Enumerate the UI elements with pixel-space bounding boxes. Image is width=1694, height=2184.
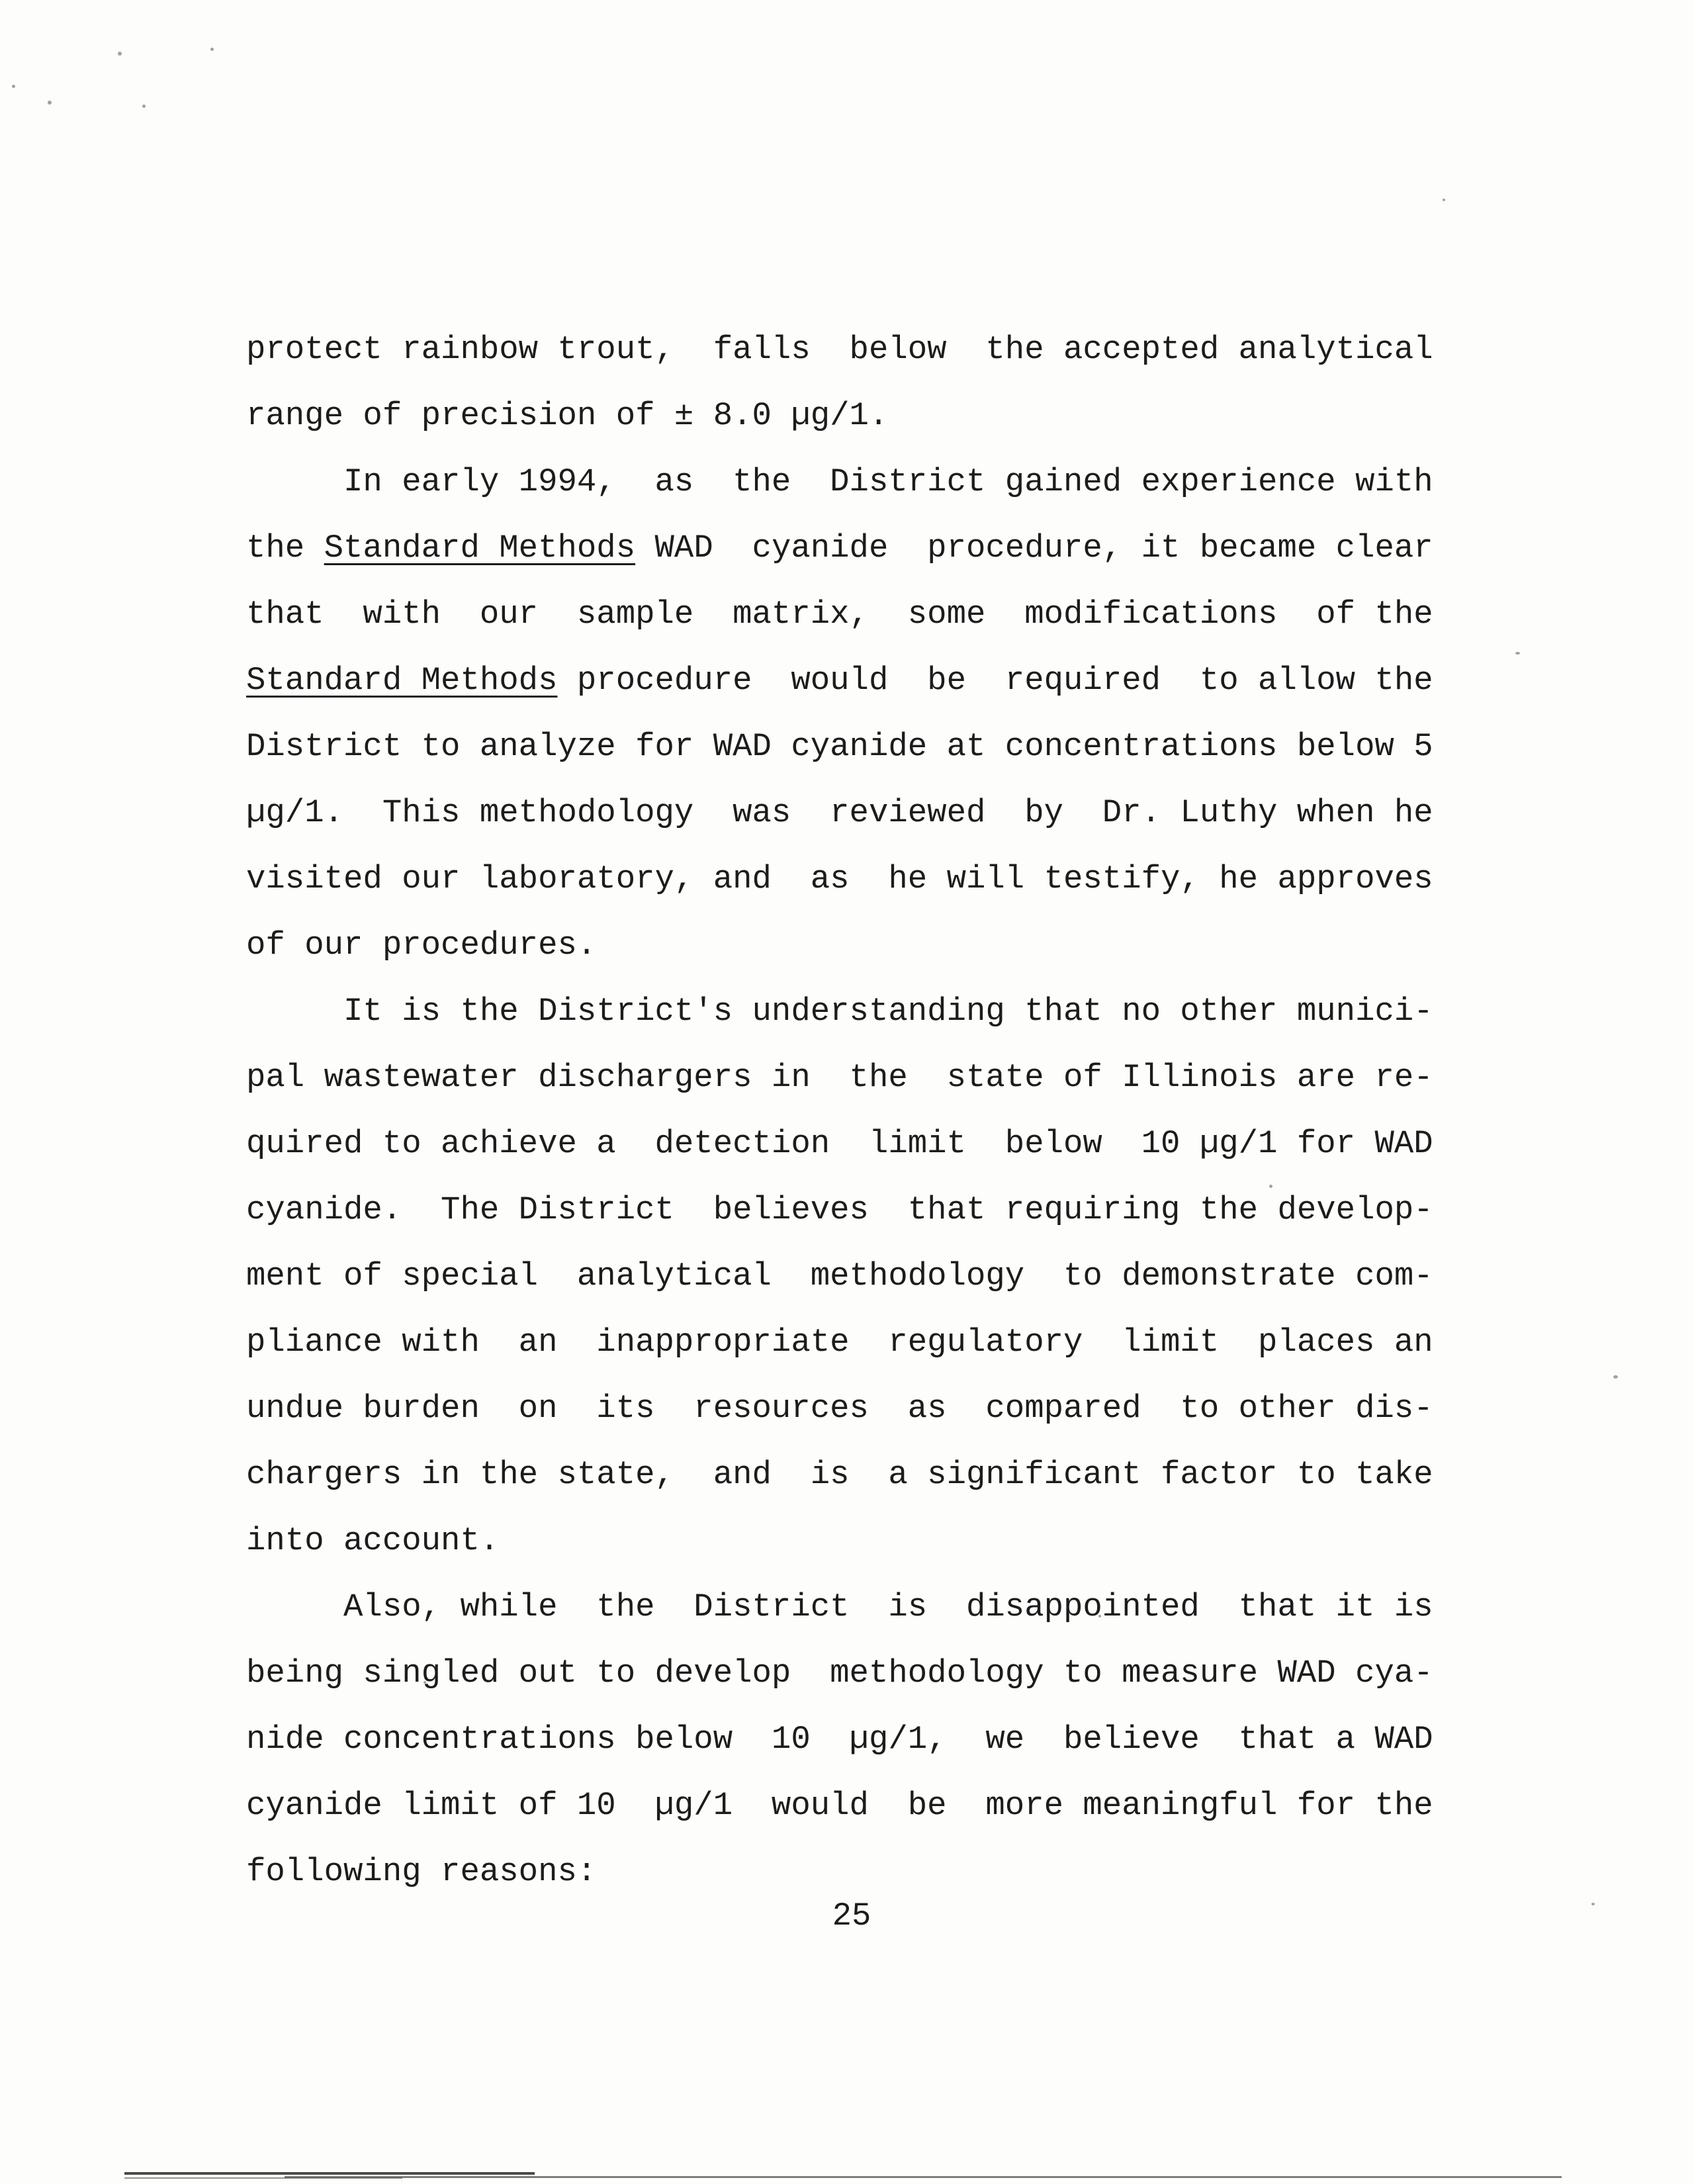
- document-line: [246, 1706, 1477, 1772]
- document-line: [246, 581, 1477, 647]
- document-line: [246, 1375, 1477, 1441]
- scan-speck: [1613, 1375, 1618, 1379]
- text-segment: range of precision of ± 8.0 µg/1.: [246, 397, 889, 434]
- scan-artifact-line: [124, 2177, 402, 2179]
- document-line: [246, 316, 1477, 383]
- text-segment: quired to achieve a detection limit below 10 µg/1 for WAD: [246, 1125, 1433, 1162]
- scan-speck: [12, 85, 15, 88]
- document-line: [246, 713, 1477, 780]
- text-segment: It is the District's understanding that no other munici-: [246, 993, 1433, 1030]
- document-line: [246, 780, 1477, 846]
- page-number: 25: [832, 1897, 871, 1934]
- text-segment: pal wastewater dischargers in the state of Illinois are re-: [246, 1059, 1433, 1096]
- text-segment: nide concentrations below 10 µg/1, we believe that a WAD: [246, 1721, 1433, 1758]
- text-segment: cyanide. The District believes that requiring the develop-: [246, 1191, 1433, 1228]
- scan-speck: [210, 48, 214, 51]
- document-body: [246, 184, 1477, 2037]
- text-segment: µg/1. This methodology was reviewed by Dr. Luthy when he: [246, 794, 1433, 831]
- scan-artifact-line: [285, 2176, 1562, 2178]
- document-line: [246, 1441, 1477, 1508]
- text-segment: into account.: [246, 1522, 500, 1559]
- text-segment: visited our laboratory, and as he will testify, he approves: [246, 860, 1433, 897]
- document-line: [246, 846, 1477, 912]
- text-segment: cyanide limit of 10 µg/1 would be more meaningful for the: [246, 1787, 1433, 1824]
- document-line: [246, 1640, 1477, 1706]
- document-line: [246, 1309, 1477, 1375]
- document-line: [246, 1177, 1477, 1243]
- text-segment: that with our sample matrix, some modifications of the: [246, 596, 1433, 633]
- text-segment: pliance with an inappropriate regulatory limit places an: [246, 1324, 1433, 1361]
- text-segment: In early 1994, as the District gained experience with: [246, 463, 1433, 500]
- text-segment: chargers in the state, and is a significant factor to take: [246, 1456, 1433, 1493]
- document-line: [246, 912, 1477, 978]
- underlined-text: Standard Methods: [324, 529, 636, 567]
- scan-speck: [1591, 1903, 1595, 1905]
- text-segment: District to analyze for WAD cyanide at concentrations below 5: [246, 728, 1433, 765]
- text-segment: of our procedures.: [246, 927, 597, 964]
- scan-speck: [142, 105, 146, 108]
- document-line: [246, 449, 1477, 515]
- text-segment: ment of special analytical methodology to demonstrate com-: [246, 1257, 1433, 1295]
- text-segment: following reasons:: [246, 1853, 597, 1890]
- text-segment: procedure would be required to allow the: [557, 662, 1433, 699]
- document-line: [246, 1044, 1477, 1111]
- document-line: [246, 515, 1477, 581]
- document-line: [246, 1243, 1477, 1309]
- document-line: [246, 978, 1477, 1044]
- text-segment: being singled out to develop methodology to measure WAD cya-: [246, 1655, 1433, 1692]
- underlined-text: Standard Methods: [246, 662, 558, 699]
- text-segment: Also, while the District is disappointed that it is: [246, 1588, 1433, 1625]
- document-line: [246, 1111, 1477, 1177]
- text-segment: the: [246, 529, 324, 567]
- scan-artifact-line: [124, 2172, 535, 2175]
- document-line: [246, 383, 1477, 449]
- scan-speck: [118, 52, 122, 56]
- document-line: [246, 1574, 1477, 1640]
- scan-speck: [1515, 652, 1520, 655]
- document-line: [246, 1772, 1477, 1839]
- document-lines: [246, 316, 1477, 1905]
- text-segment: undue burden on its resources as compared to other dis-: [246, 1390, 1433, 1427]
- text-segment: WAD cyanide procedure, it became clear: [635, 529, 1433, 567]
- scan-speck: [48, 101, 52, 105]
- document-line: [246, 1508, 1477, 1574]
- text-segment: protect rainbow trout, falls below the accepted analytical: [246, 331, 1433, 368]
- document-line: [246, 647, 1477, 713]
